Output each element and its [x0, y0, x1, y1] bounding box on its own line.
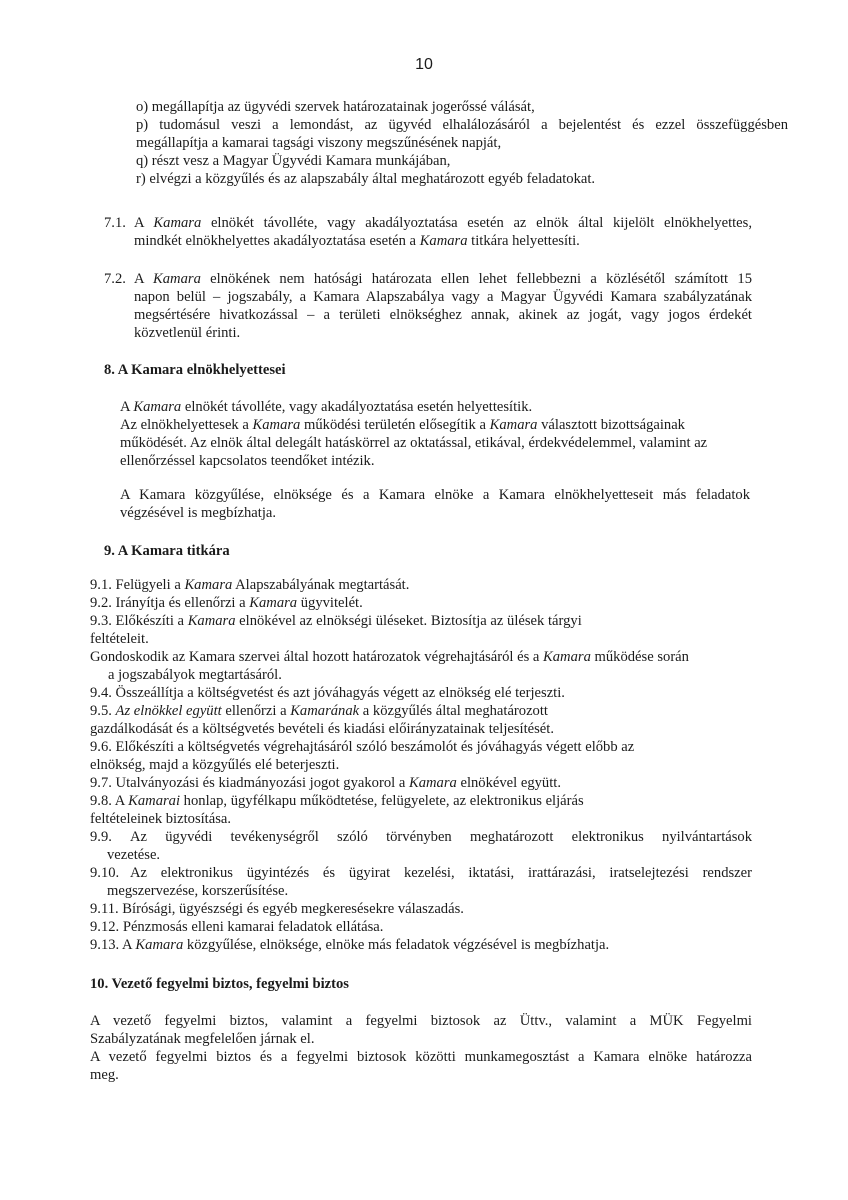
- text-run: titkára helyettesíti.: [467, 233, 580, 249]
- paragraph-7-2-text: [134, 270, 752, 288]
- list-item-r: r) elvégzi a közgyűlés és az alapszabály által meghatározott egyéb feladatokat.: [136, 171, 596, 187]
- item-9-6: 9.6. Előkészíti a költségvetés végrehajtásáról szóló beszámolót és jóváhagyás végett előbb az: [90, 739, 635, 755]
- section-10-line2: Szabályzatának megfelelően járnak el.: [90, 1031, 315, 1047]
- item-9-8: [90, 792, 752, 810]
- item-9-10: [90, 864, 752, 882]
- text-run: elnökét távolléte, vagy akadályoztatása esetén helyettesítik.: [181, 399, 533, 415]
- text-italic: Kamara: [153, 271, 201, 287]
- text-italic: Kamara: [408, 775, 457, 791]
- item-9-12: 9.12. Pénzmosás elleni kamarai feladatok ellátása.: [90, 919, 384, 935]
- item-9-2: [90, 594, 752, 612]
- text-run: A: [134, 271, 154, 287]
- item-9-1: [90, 576, 752, 594]
- text-run: Az elnökhelyettesek a: [120, 417, 253, 433]
- text-run: elnökével az elnökségi üléseket. Biztosítja az ülések tárgyi: [235, 613, 582, 629]
- item-9-4: 9.4. Összeállítja a költségvetést és azt jóváhagyás végett az elnökség elé terjeszti.: [90, 685, 565, 701]
- item-9-9-text: Az ügyvédi tevékenységről szóló törvényben meghatározott elektronikus nyilvántartások: [130, 829, 752, 845]
- item-9-13: [90, 936, 752, 954]
- page-number: 10: [415, 56, 433, 73]
- text-run: 9.13. A: [90, 937, 136, 953]
- text-run: 9.8. A: [90, 793, 129, 809]
- item-9-9-cont: vezetése.: [107, 847, 161, 863]
- item-9-3-cont: feltételeit.: [90, 631, 149, 647]
- paragraph-7-2: [104, 270, 752, 342]
- list-item-p-cont: megállapítja a kamarai tagsági viszony megszűnésének napját,: [136, 135, 502, 151]
- section-8-line5: A Kamara közgyűlése, elnöksége és a Kamara elnöke a Kamara elnökhelyetteseit más feladatok: [120, 487, 750, 503]
- paragraph-number: 7.2.: [104, 271, 126, 287]
- text-italic: Kamara: [543, 649, 591, 665]
- item-number: 9.9.: [90, 829, 112, 845]
- section-10-heading: 10. Vezető fegyelmi biztos, fegyelmi biztos: [90, 976, 349, 992]
- item-9-3-line3: [90, 648, 752, 666]
- section-8-line6: végzésével is megbízhatja.: [120, 505, 277, 521]
- text-run: 9.5.: [90, 703, 116, 719]
- text-run: közgyűlése, elnöksége, elnöke más feladatok végzésével is megbízhatja.: [183, 937, 610, 953]
- section-10-body: [90, 1012, 752, 1084]
- item-9-10-text: Az elektronikus ügyintézés és ügyirat kezelési, iktatási, irattárazási, iratselejtezési rendszer: [130, 865, 752, 881]
- item-number: 9.10.: [90, 865, 120, 881]
- section-10-line4: meg.: [90, 1067, 119, 1083]
- text-run: elnökét távolléte, vagy akadályoztatása esetén az elnök által kijelölt elnökhelyettes,: [201, 215, 752, 231]
- text-run: elnökének nem hatósági határozata ellen lehet fellebbezni a közlésétől számított 15: [200, 271, 752, 287]
- list-item-o: o) megállapítja az ügyvédi szervek határozatainak jogerőssé válását,: [136, 99, 535, 115]
- section-10-line1: A vezető fegyelmi biztos, valamint a fegyelmi biztosok az Üttv., valamint a MÜK Fegyelmi: [90, 1013, 752, 1029]
- item-9-5: [90, 702, 752, 720]
- text-run: választott bizottságainak: [537, 417, 685, 433]
- list-or: [136, 98, 788, 188]
- text-run: 9.2. Irányítja és ellenőrzi a: [90, 595, 250, 611]
- text-run: ügyvitelét.: [297, 595, 363, 611]
- section-8-line3: működését. Az elnök által delegált hatáskörrel az oktatással, etikával, érdekvédelemmel, valamint az: [120, 435, 708, 451]
- text-run: A: [134, 215, 154, 231]
- paragraph-7-2-line3: megsértésére hivatkozással – a területi elnökséghez annak, akinek az jogát, vagy jogos érdekét: [134, 307, 752, 323]
- text-italic: Az elnökkel együtt: [115, 703, 222, 719]
- text-italic: Kamara: [135, 937, 184, 953]
- paragraph-7-2-line1: [104, 270, 752, 288]
- text-run: 9.3. Előkészíti a: [90, 613, 188, 629]
- item-9-8-cont: feltételeinek biztosítása.: [90, 811, 232, 827]
- item-9-6-cont: elnökség, majd a közgyűlés elé beterjeszti.: [90, 757, 340, 773]
- item-9-5-cont: gazdálkodását és a költségvetés bevételi és kiadási előirányzatainak teljesítését.: [90, 721, 554, 737]
- text-run: Alapszabályának megtartását.: [232, 577, 410, 593]
- text-run: elnökével együtt.: [456, 775, 561, 791]
- text-italic: Kamarai: [128, 793, 181, 809]
- section-8-body-2: [120, 486, 750, 522]
- item-9-3: [90, 612, 752, 630]
- section-8-body: [120, 398, 750, 470]
- paragraph-7-1-line2: [104, 232, 752, 250]
- list-item-q: q) részt vesz a Magyar Ügyvédi Kamara munkájában,: [136, 153, 451, 169]
- section-8-line2: [120, 416, 750, 434]
- text-italic: Kamara: [252, 417, 301, 433]
- section-8-line4: ellenőrzéssel kapcsolatos teendőket intézik.: [120, 453, 375, 469]
- section-8-heading: 8. A Kamara elnökhelyettesei: [104, 362, 286, 378]
- text-italic: Kamara: [133, 399, 182, 415]
- item-9-7: [90, 774, 752, 792]
- section-10-line3: A vezető fegyelmi biztos és a fegyelmi biztosok közötti munkamegosztást a Kamara elnöke határozza: [90, 1049, 752, 1065]
- text-run: 9.7. Utalványozási és kiadmányozási jogot gyakorol a: [90, 775, 409, 791]
- text-run: 9.1. Felügyeli a: [90, 577, 185, 593]
- text-italic: Kamara: [249, 595, 298, 611]
- text-run: mindkét elnökhelyettes akadályoztatása esetén a: [134, 233, 420, 249]
- text-italic: Kamarának: [290, 703, 360, 719]
- item-9-11: 9.11. Bírósági, ügyészségi és egyéb megkeresésekre válaszadás.: [90, 901, 464, 917]
- paragraph-7-1-line1: [104, 214, 752, 232]
- section-8-line1: [120, 398, 750, 416]
- text-italic: Kamara: [489, 417, 538, 433]
- item-9-9: [90, 828, 752, 846]
- item-9-3-line4: a jogszabályok megtartásáról.: [108, 667, 282, 683]
- paragraph-7-1-text: [134, 214, 752, 232]
- text-run: a közgyűlés által meghatározott: [359, 703, 548, 719]
- text-run: működése során: [590, 649, 689, 665]
- paragraph-7-2-line4: közvetlenül érinti.: [134, 325, 241, 341]
- text-italic: Kamara: [419, 233, 468, 249]
- paragraph-number: 7.1.: [104, 215, 126, 231]
- section-9-heading: 9. A Kamara titkára: [104, 543, 230, 559]
- text-run: ellenőrzi a: [221, 703, 291, 719]
- text-italic: Kamara: [184, 577, 233, 593]
- list-item-p: p) tudomásul veszi a lemondást, az ügyvéd elhalálozásáról a bejelentést és ezzel összefüggésben: [136, 117, 788, 133]
- text-italic: Kamara: [187, 613, 236, 629]
- text-run: működési területén elősegítik a: [300, 417, 490, 433]
- text-run: honlap, ügyfélkapu működtetése, felügyelete, az elektronikus eljárás: [180, 793, 584, 809]
- section-9-body: [90, 576, 752, 954]
- paragraph-7-1: [104, 214, 752, 250]
- text-run: A: [120, 399, 134, 415]
- text-italic: Kamara: [153, 215, 202, 231]
- text-run: Gondoskodik az Kamara szervei által hozott határozatok végrehajtásáról és a: [90, 649, 544, 665]
- item-9-10-cont: megszervezése, korszerűsítése.: [107, 883, 289, 899]
- paragraph-7-2-line2: napon belül – jogszabály, a Kamara Alapszabálya vagy a Magyar Ügyvédi Kamara szabályzatának: [134, 289, 752, 305]
